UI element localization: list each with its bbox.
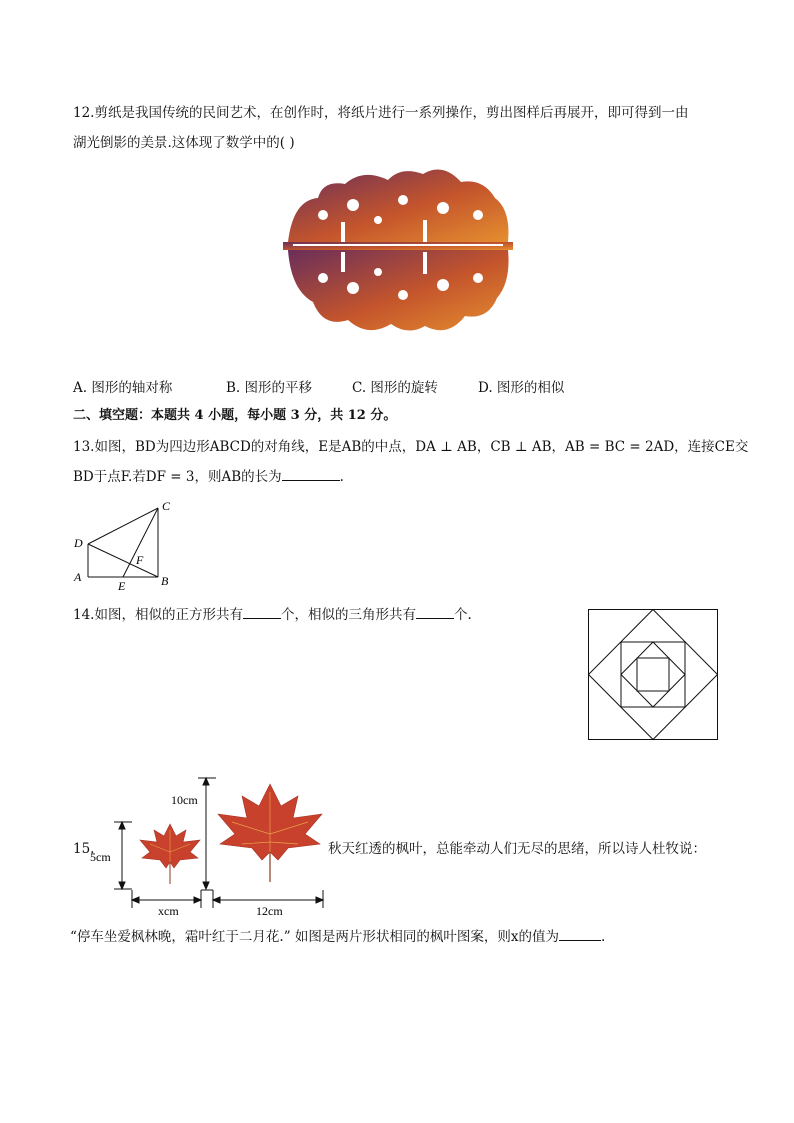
label-e: E — [118, 579, 126, 592]
section-heading: 二、填空题：本题共 4 小题，每小题 3 分，共 12 分。 — [73, 408, 397, 423]
q15-leaf-diagram — [70, 772, 332, 922]
dim-5cm: 5cm — [90, 850, 111, 864]
q15-period: . — [601, 929, 606, 945]
q14-part2: 个，相似的三角形共有 — [280, 607, 416, 623]
label-f: F — [136, 553, 144, 567]
q13-period: . — [339, 469, 344, 485]
large-maple-leaf — [218, 784, 322, 882]
label-d: D — [74, 536, 83, 550]
q13-answer-blank[interactable] — [282, 468, 340, 481]
dim-xcm: xcm — [158, 904, 179, 918]
q14-text — [73, 606, 472, 624]
q12-text-line1: 12.剪纸是我国传统的民间艺术，在创作时，将纸片进行一系列操作，剪出图样后再展开，即可得到一由 — [73, 105, 689, 121]
q14-part1: 14.如图，相似的正方形共有 — [73, 607, 243, 623]
q15-text-line2 — [70, 928, 605, 946]
q13-text-line2 — [73, 468, 344, 486]
q12-option-a: A. 图形的轴对称 — [73, 380, 173, 396]
label-a: A — [74, 570, 82, 584]
label-c: C — [162, 499, 171, 513]
q15-text: “停车坐爱枫林晚，霜叶红于二月花.” 如图是两片形状相同的枫叶图案，则x的值为 — [70, 929, 559, 945]
q13-diagram — [70, 496, 180, 592]
paper-cut-image — [283, 160, 513, 340]
small-maple-leaf — [140, 824, 200, 884]
dim-10cm: 10cm — [171, 793, 198, 807]
q14-blank-squares[interactable] — [243, 606, 281, 619]
q14-nested-squares-diagram — [587, 608, 719, 741]
q15-answer-blank[interactable] — [559, 928, 601, 941]
q13-text: BD于点F.若DF = 3，则AB的长为 — [73, 469, 282, 485]
q12-option-b: B. 图形的平移 — [226, 380, 313, 396]
q15-text-line1: 秋天红透的枫叶，总能牵动人们无尽的思绪，所以诗人杜牧说： — [328, 841, 706, 857]
q12-option-c: C. 图形的旋转 — [352, 380, 438, 396]
q12-text-line2: 湖光倒影的美景.这体现了数学中的( ) — [73, 135, 295, 151]
dim-12cm: 12cm — [256, 904, 283, 918]
q14-part3: 个. — [453, 607, 472, 623]
label-b: B — [161, 574, 169, 588]
q13-text-line1: 13.如图，BD为四边形ABCD的对角线，E是AB的中点，DA ⊥ AB，CB ⊥ AB，AB = BC = 2AD，连接CE交 — [73, 439, 749, 455]
q12-option-d: D. 图形的相似 — [478, 380, 565, 396]
q14-blank-triangles[interactable] — [416, 606, 454, 619]
q15-number: 15. — [73, 841, 95, 857]
